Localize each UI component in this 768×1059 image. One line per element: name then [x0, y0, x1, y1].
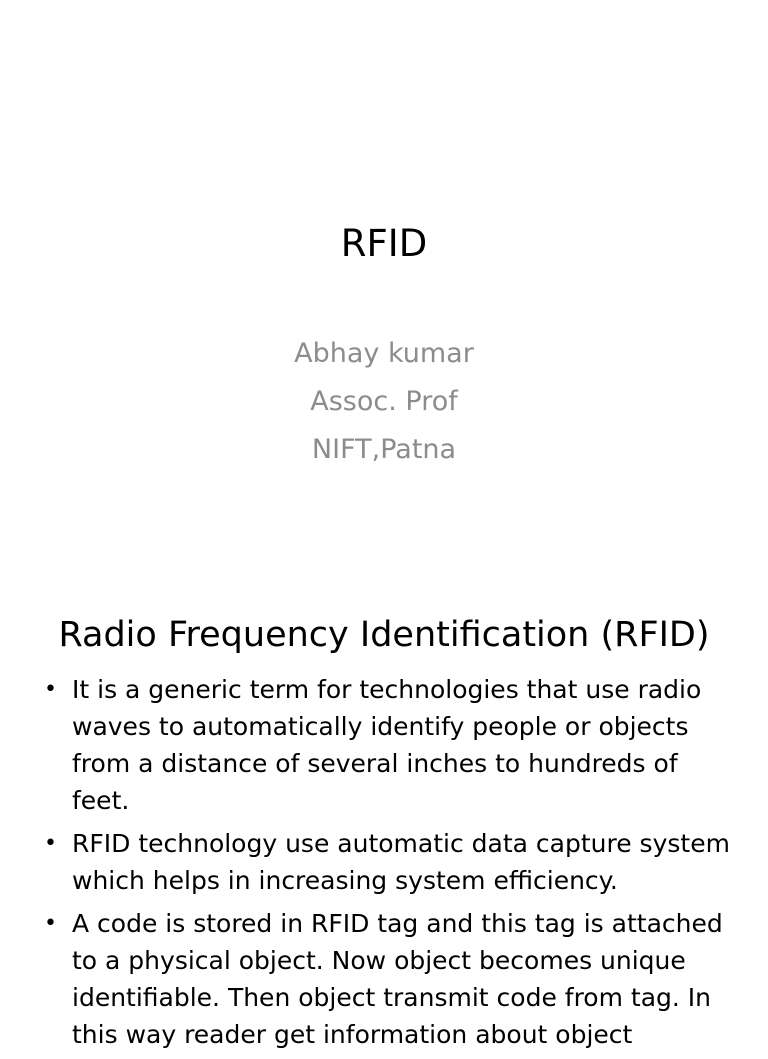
bullet-item: [40, 825, 730, 899]
bullet-text: It is a generic term for technologies that use radio waves to automatically identify people or objects from a distance of several inches to hundreds of feet.: [72, 675, 702, 815]
slide-title: RFID: [340, 222, 428, 265]
bullet-text: A code is stored in RFID tag and this tag is attached to a physical object. Now object becomes unique identifiable. Then object transmit code from tag. In this way reader get information about object: [72, 909, 723, 1049]
bullet-item: [40, 905, 730, 1053]
author-designation: Assoc. Prof: [310, 386, 458, 417]
content-slide-title: Radio Frequency Identification (RFID): [58, 615, 710, 655]
author-name: Abhay kumar: [294, 338, 474, 369]
bullet-item: [40, 671, 730, 819]
content-slide: [0, 576, 768, 1049]
bullet-icon: •: [44, 677, 57, 702]
bullet-icon: •: [44, 911, 57, 936]
author-institution: NIFT,Patna: [311, 434, 457, 465]
bullet-icon: •: [44, 831, 57, 856]
author-info: [0, 330, 768, 474]
bullet-list: [40, 671, 730, 1059]
bullet-text: RFID technology use automatic data capture system which helps in increasing system efficiency.: [72, 829, 730, 895]
